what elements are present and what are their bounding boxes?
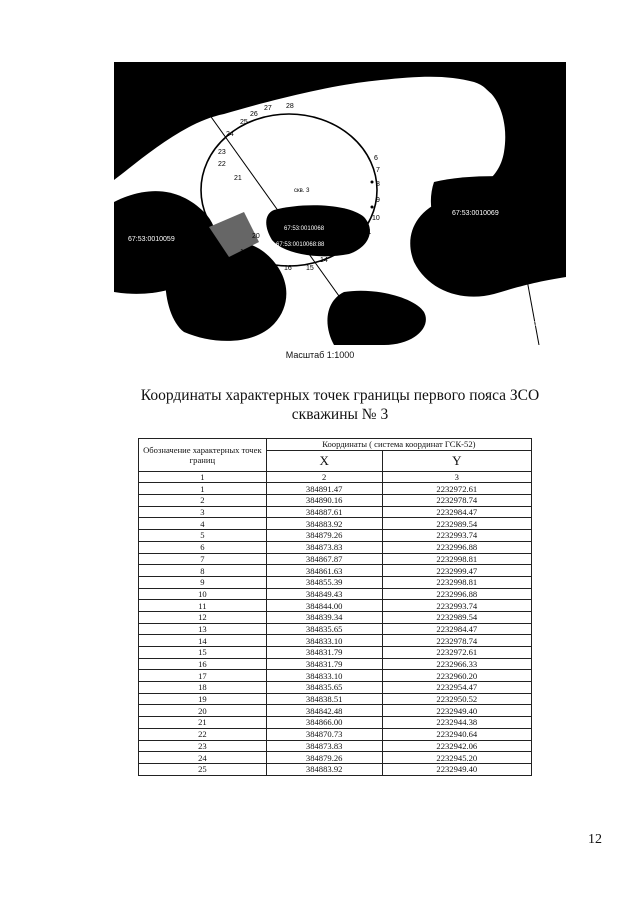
site-map-image xyxy=(114,62,566,345)
table-cell-x: 384849.43 xyxy=(266,588,382,600)
table-row xyxy=(139,541,532,553)
table-cell-n: 19 xyxy=(139,693,267,705)
table-cell-y: 2232960.20 xyxy=(382,670,531,682)
table-cell-n: 5 xyxy=(139,530,267,542)
table-cell-y: 2232972.61 xyxy=(382,647,531,659)
table-row xyxy=(139,728,532,740)
table-cell-n: 15 xyxy=(139,647,267,659)
table-row xyxy=(139,600,532,612)
table-header-row xyxy=(139,439,532,451)
page-number: 12 xyxy=(588,832,602,847)
table-row xyxy=(139,763,532,775)
table-cell-n: 18 xyxy=(139,682,267,694)
map-dot xyxy=(371,206,374,209)
table-cell-n: 6 xyxy=(139,541,267,553)
point-label-19: 19 xyxy=(240,249,248,256)
parcel-right-label: 67:53:0010069 xyxy=(452,210,499,217)
table-cell-x: 384831.79 xyxy=(266,658,382,670)
point-label-24: 24 xyxy=(226,131,234,138)
table-row xyxy=(139,740,532,752)
point-label-10: 10 xyxy=(372,215,380,222)
table-row xyxy=(139,658,532,670)
table-cell-y: 2232944.38 xyxy=(382,717,531,729)
point-label-25: 25 xyxy=(240,119,248,126)
point-label-18: 18 xyxy=(250,257,258,264)
table-cell-n: 2 xyxy=(139,495,267,507)
table-cell-n: 25 xyxy=(139,763,267,775)
table-row xyxy=(139,565,532,577)
table-row xyxy=(139,693,532,705)
table-cell-y: 2232978.74 xyxy=(382,635,531,647)
point-label-20: 20 xyxy=(252,233,260,240)
table-row xyxy=(139,553,532,565)
table-cell-y: 2232993.74 xyxy=(382,600,531,612)
point-label-14: 14 xyxy=(320,257,328,264)
table-row xyxy=(139,670,532,682)
point-label-16: 16 xyxy=(284,265,292,272)
table-cell-x: 384873.83 xyxy=(266,740,382,752)
header-x: X xyxy=(266,450,382,471)
table-row xyxy=(139,647,532,659)
table-cell-n: 3 xyxy=(139,506,267,518)
table-cell-y: 2232999.47 xyxy=(382,565,531,577)
table-cell-n: 11 xyxy=(139,600,267,612)
table-row xyxy=(139,682,532,694)
table-cell-x: 384839.34 xyxy=(266,611,382,623)
table-cell-x: 384861.63 xyxy=(266,565,382,577)
table-cell-y: 2232942.06 xyxy=(382,740,531,752)
point-label-21: 21 xyxy=(234,175,242,182)
table-cell-x: 384838.51 xyxy=(266,693,382,705)
table-cell-y: 2232966.33 xyxy=(382,658,531,670)
table-row xyxy=(139,495,532,507)
title-line-1: Координаты характерных точек границы первого пояса ЗСО xyxy=(140,387,540,404)
parcel-left-label: 67:53:0010059 xyxy=(128,236,175,243)
table-cell-n: 23 xyxy=(139,740,267,752)
table-cell-x: 384844.00 xyxy=(266,600,382,612)
table-cell-x: 384855.39 xyxy=(266,576,382,588)
column-number-cell: 3 xyxy=(382,471,531,483)
table-cell-n: 17 xyxy=(139,670,267,682)
point-label-17: 17 xyxy=(260,263,268,270)
table-row xyxy=(139,506,532,518)
column-number-cell: 1 xyxy=(139,471,267,483)
table-cell-x: 384873.83 xyxy=(266,541,382,553)
map-drawing xyxy=(114,62,566,345)
table-cell-x: 384833.10 xyxy=(266,635,382,647)
table-cell-x: 384887.61 xyxy=(266,506,382,518)
table-row xyxy=(139,717,532,729)
table-cell-x: 384879.26 xyxy=(266,752,382,764)
table-cell-x: 384867.87 xyxy=(266,553,382,565)
table-cell-y: 2232993.74 xyxy=(382,530,531,542)
point-label-28: 28 xyxy=(286,103,294,110)
point-label-12: 12 xyxy=(354,237,362,244)
table-cell-y: 2232996.88 xyxy=(382,588,531,600)
table-cell-n: 1 xyxy=(139,483,267,495)
table-cell-n: 10 xyxy=(139,588,267,600)
table-cell-x: 384835.65 xyxy=(266,623,382,635)
column-number-cell: 2 xyxy=(266,471,382,483)
coordinates-table xyxy=(138,438,532,776)
table-cell-y: 2232949.40 xyxy=(382,705,531,717)
point-label-15: 15 xyxy=(306,265,314,272)
header-y: Y xyxy=(382,450,531,471)
point-label-8: 8 xyxy=(376,181,380,188)
parcel-bottom-right-label: 67:53:0000000:46 xyxy=(504,321,557,328)
center-parcel-label: 67:53:0010068 xyxy=(284,226,325,232)
table-cell-n: 24 xyxy=(139,752,267,764)
table-row xyxy=(139,530,532,542)
table-column-number-row xyxy=(139,471,532,483)
table-row xyxy=(139,752,532,764)
table-cell-y: 2232954.47 xyxy=(382,682,531,694)
table-cell-y: 2232978.74 xyxy=(382,495,531,507)
table-cell-n: 21 xyxy=(139,717,267,729)
page-title xyxy=(120,386,560,424)
table-cell-x: 384866.00 xyxy=(266,717,382,729)
table-row xyxy=(139,623,532,635)
point-label-22: 22 xyxy=(218,161,226,168)
header-designation: Обозначение характерных точек границ xyxy=(139,439,267,472)
point-label-23: 23 xyxy=(218,149,226,156)
table-cell-y: 2232998.81 xyxy=(382,553,531,565)
table-row xyxy=(139,576,532,588)
table-cell-y: 2232972.61 xyxy=(382,483,531,495)
table-row xyxy=(139,588,532,600)
table-row xyxy=(139,635,532,647)
table-cell-n: 8 xyxy=(139,565,267,577)
table-cell-x: 384870.73 xyxy=(266,728,382,740)
table-cell-x: 384883.92 xyxy=(266,763,382,775)
table-cell-y: 2232945.20 xyxy=(382,752,531,764)
table-cell-x: 384890.16 xyxy=(266,495,382,507)
center-parcel-label-2: 67:53:0010068:88 xyxy=(276,242,325,248)
point-label-9: 9 xyxy=(376,197,380,204)
table-cell-x: 384833.10 xyxy=(266,670,382,682)
table-cell-n: 7 xyxy=(139,553,267,565)
map-dot xyxy=(371,181,374,184)
table-cell-n: 4 xyxy=(139,518,267,530)
table-cell-y: 2232950.52 xyxy=(382,693,531,705)
table-cell-y: 2232984.47 xyxy=(382,506,531,518)
table-cell-n: 12 xyxy=(139,611,267,623)
table-row xyxy=(139,705,532,717)
point-label-11: 11 xyxy=(364,229,372,236)
title-line-2: скважины № 3 xyxy=(291,406,389,423)
table-cell-y: 2232989.54 xyxy=(382,518,531,530)
table-cell-n: 14 xyxy=(139,635,267,647)
table-cell-n: 16 xyxy=(139,658,267,670)
table-row xyxy=(139,611,532,623)
point-label-27: 27 xyxy=(264,105,272,112)
table-cell-n: 9 xyxy=(139,576,267,588)
table-cell-x: 384831.79 xyxy=(266,647,382,659)
point-label-6: 6 xyxy=(374,155,378,162)
well-label: скв. 3 xyxy=(294,188,310,194)
table-cell-y: 2232998.81 xyxy=(382,576,531,588)
table-cell-y: 2232989.54 xyxy=(382,611,531,623)
table-cell-y: 2232996.88 xyxy=(382,541,531,553)
table-row xyxy=(139,483,532,495)
table-cell-y: 2232984.47 xyxy=(382,623,531,635)
table-cell-n: 13 xyxy=(139,623,267,635)
header-coordinates: Координаты ( система координат ГСК-52) xyxy=(266,439,531,451)
table-cell-y: 2232940.64 xyxy=(382,728,531,740)
point-label-13: 13 xyxy=(340,249,348,256)
table-cell-x: 384835.65 xyxy=(266,682,382,694)
table-cell-n: 22 xyxy=(139,728,267,740)
table-cell-x: 384842.48 xyxy=(266,705,382,717)
table-cell-x: 384879.26 xyxy=(266,530,382,542)
table-row xyxy=(139,518,532,530)
table-cell-x: 384891.47 xyxy=(266,483,382,495)
table-cell-x: 384883.92 xyxy=(266,518,382,530)
point-label-7: 7 xyxy=(376,167,380,174)
table-cell-n: 20 xyxy=(139,705,267,717)
point-label-26: 26 xyxy=(250,111,258,118)
map-scale-caption: Масштаб 1:1000 xyxy=(285,350,355,360)
table-cell-y: 2232949.40 xyxy=(382,763,531,775)
